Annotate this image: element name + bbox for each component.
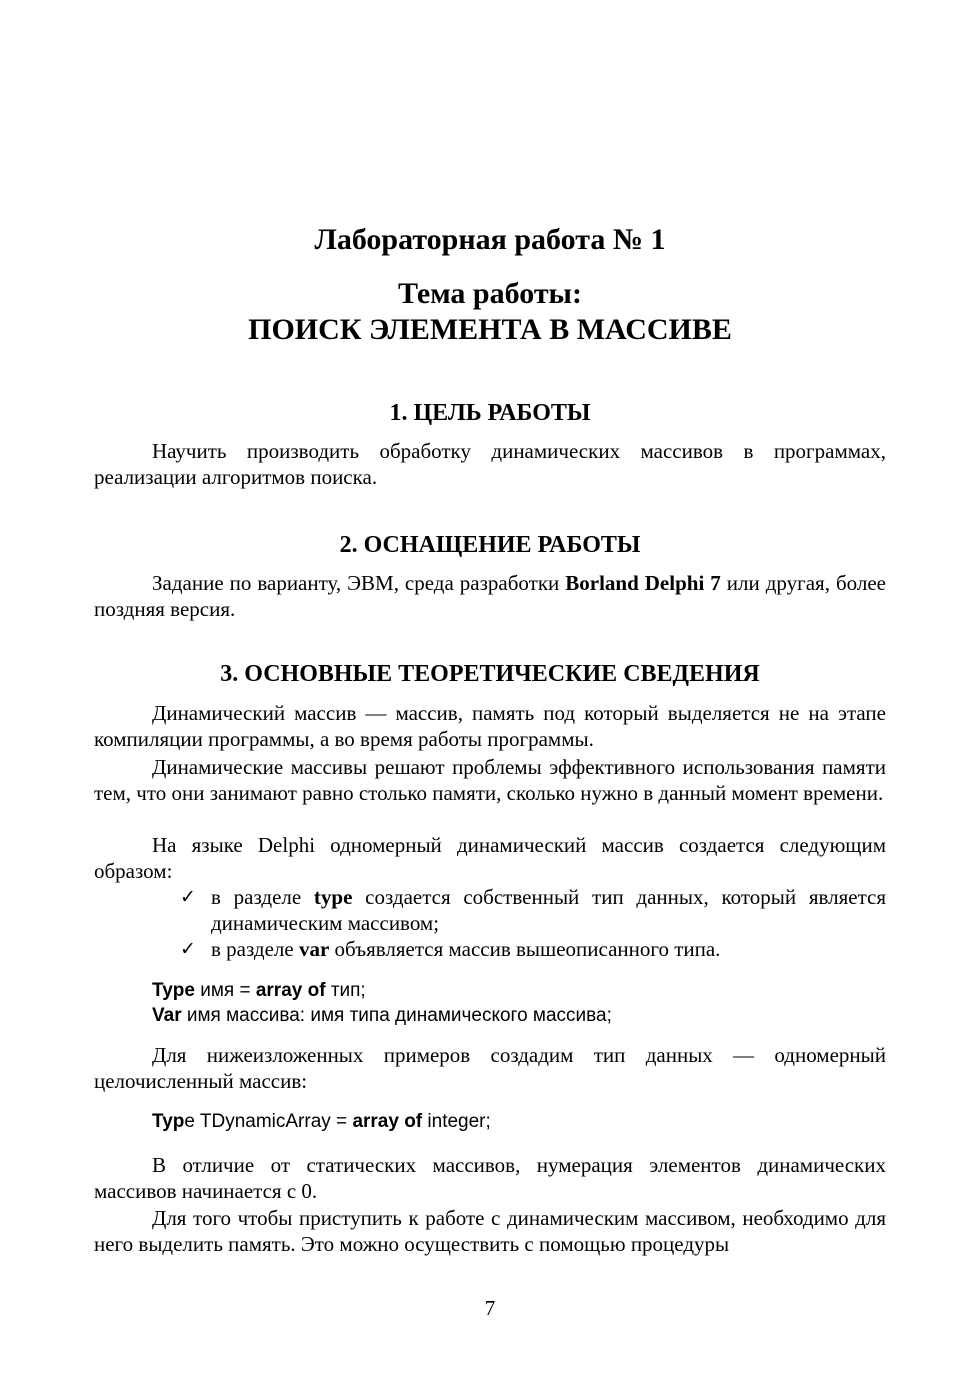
declaration-list — [180, 884, 886, 962]
section-3-paragraph-3: На языке Delphi одномерный динамический массив создается следующим образом: — [94, 833, 886, 883]
section-3-paragraph-1: Динамический массив — массив, память под который выделяется не на этапе компиляции программы, а во время работы программы. — [94, 701, 886, 751]
section-2-text-before: Задание по варианту, ЭВМ, среда разработки — [152, 571, 566, 595]
section-3-paragraph-2: Динамические массивы решают проблемы эффективного использования памяти тем, что они занимают равно столько памяти, сколько нужно в данный момент времени. — [94, 755, 886, 805]
list-item: ✓ в разделе var объявляется массив вышеописанного типа. — [180, 937, 721, 961]
code-line-var: Var имя массива: имя типа динамического массива; — [152, 1005, 612, 1026]
section-3-paragraph-5: В отличие от статических массивов, нумерация элементов динамических массивов начинается с 0. — [94, 1153, 886, 1203]
section-1-heading: 1. ЦЕЛЬ РАБОТЫ — [389, 400, 591, 426]
checkmark-icon: ✓ — [180, 886, 196, 908]
page-number: 7 — [484, 1296, 496, 1320]
section-2-heading: 2. ОСНАЩЕНИЕ РАБОТЫ — [339, 532, 641, 558]
section-3-heading: 3. ОСНОВНЫЕ ТЕОРЕТИЧЕСКИЕ СВЕДЕНИЯ — [220, 661, 760, 687]
code-line-type: Type имя = array of тип; — [152, 980, 366, 1001]
section-1-text: Научить производить обработку динамических массивов в программах, реализации алгоритмов поиска. — [94, 439, 886, 489]
lab-title: Лабораторная работа № 1 — [314, 223, 666, 256]
section-2-text-bold: Borland Delphi 7 — [565, 571, 721, 595]
topic-label: Тема работы: — [398, 277, 582, 310]
section-2-text — [94, 570, 886, 622]
topic-name: ПОИСК ЭЛЕМЕНТА В МАССИВЕ — [248, 313, 732, 346]
list-item: ✓ в разделе type создается собственный тип данных, который является динамическим массивом; — [180, 885, 886, 935]
section-2-text-after: или другая, более поздняя версия. — [94, 571, 886, 621]
section-3-paragraph-6: Для того чтобы приступить к работе с динамическим массивом, необходимо для него выделить память. Это можно осуществить с помощью процедуры — [94, 1206, 886, 1256]
checkmark-icon: ✓ — [180, 938, 196, 960]
section-3-paragraph-4: Для нижеизложенных примеров создадим тип данных — одномерный целочисленный массив: — [94, 1043, 886, 1093]
code-line-tdynamicarray: Type TDynamicArray = array of integer; — [152, 1111, 491, 1132]
